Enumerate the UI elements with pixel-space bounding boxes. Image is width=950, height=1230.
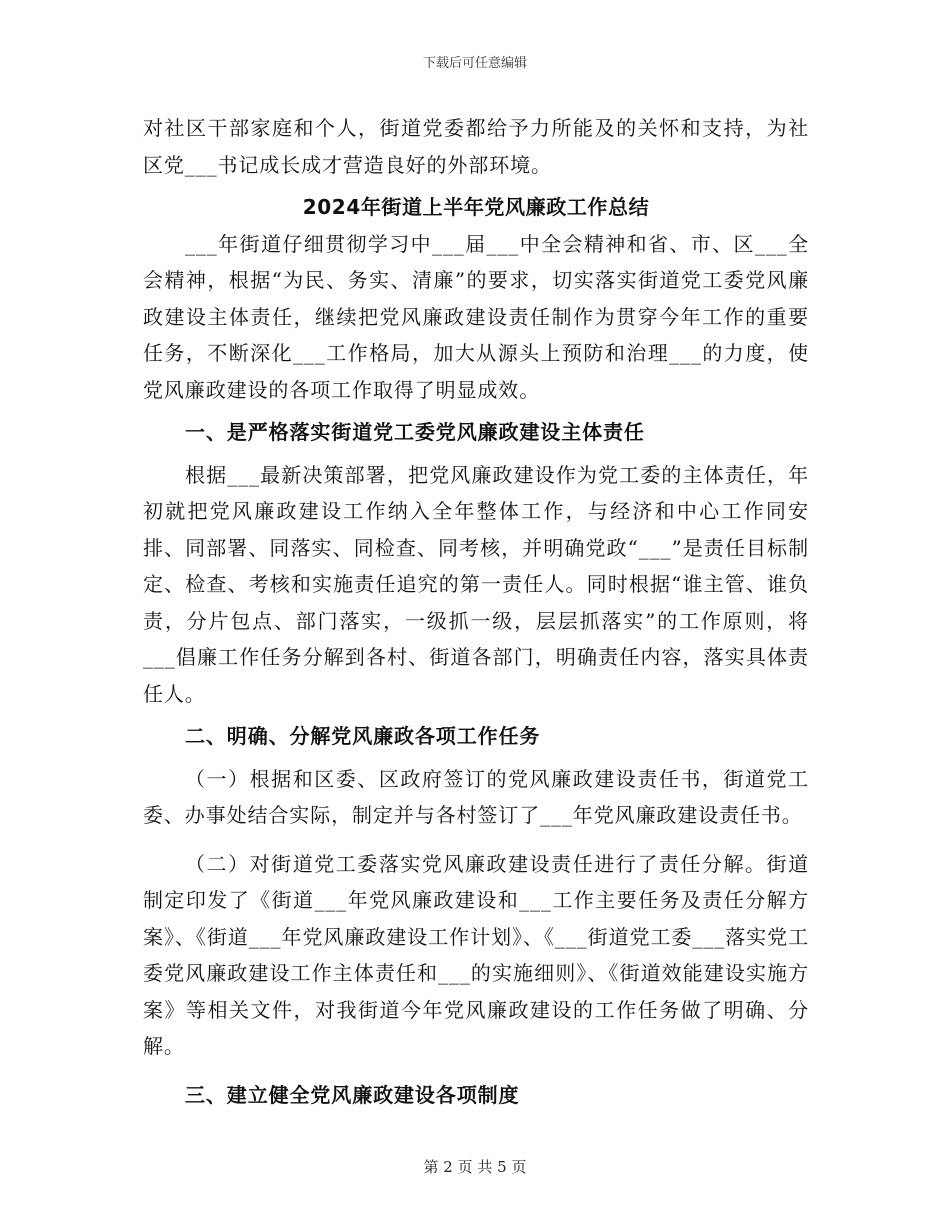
paragraph-continuation: 对社区干部家庭和个人，街道党委都给予力所能及的关怀和支持，为社区党___书记成长成才营造良好的外部环境。	[143, 116, 809, 177]
paragraph-section-1: 根据___最新决策部署，把党风廉政建设作为党工委的主体责任，年初就把党风廉政建设工作纳入全年整体工作，与经济和中心工作同安排、同部署、同落实、同检查、同考核，并明确党政“___”是责任目标制定、检查、考核和实施责任追究的第一责任人。同时根据“谁主管、谁负责，分片包点、部门落实，一级抓一级，层层抓落实”的工作原则，将___倡廉工作任务分解到各村、街道各部门，明确责任内容，落实具体责任人。	[143, 462, 809, 706]
document-body	[143, 110, 809, 1113]
section-heading-3: 三、建立健全党风廉政建设各项制度	[185, 1082, 520, 1107]
document-title: 2024年街道上半年党风廉政工作总结	[302, 195, 650, 219]
paragraph-intro: ___年街道仔细贯彻学习中___届___中全会精神和省、市、区___全会精神，根据“为民、务实、清廉”的要求，切实落实街道党工委党风廉政建设主体责任，继续把党风廉政建设责任制作为贯穿今年工作的重要任务，不断深化___工作格局，加大从源头上预防和治理___的力度，使党风廉政建设的各项工作取得了明显成效。	[143, 231, 809, 402]
page-footer: 第 2 页 共 5 页	[423, 1158, 527, 1176]
section-heading-2: 二、明确、分解党风廉政各项工作任务	[185, 724, 541, 748]
section-heading-1: 一、是严格落实街道党工委党风廉政建设主体责任	[185, 420, 645, 444]
paragraph-item-1: （一）根据和区委、区政府签订的党风廉政建设责任书，街道党工委、办事处结合实际，制定并与各村签订了___年党风廉政建设责任书。	[143, 766, 809, 827]
page-header: 下载后可任意编辑	[422, 56, 527, 71]
paragraph-item-2: （二）对街道党工委落实党风廉政建设责任进行了责任分解。街道制定印发了《街道___年党风廉政建设和___工作主要任务及责任分解方案》、《街道___年党风廉政建设工作计划》、《___街道党工委___落实党工委党风廉政建设工作主体责任和___的实施细则》、《街道效能建设实施方案》等相关文件，对我街道今年党风廉政建设的工作任务做了明确、分解。	[143, 851, 809, 1058]
